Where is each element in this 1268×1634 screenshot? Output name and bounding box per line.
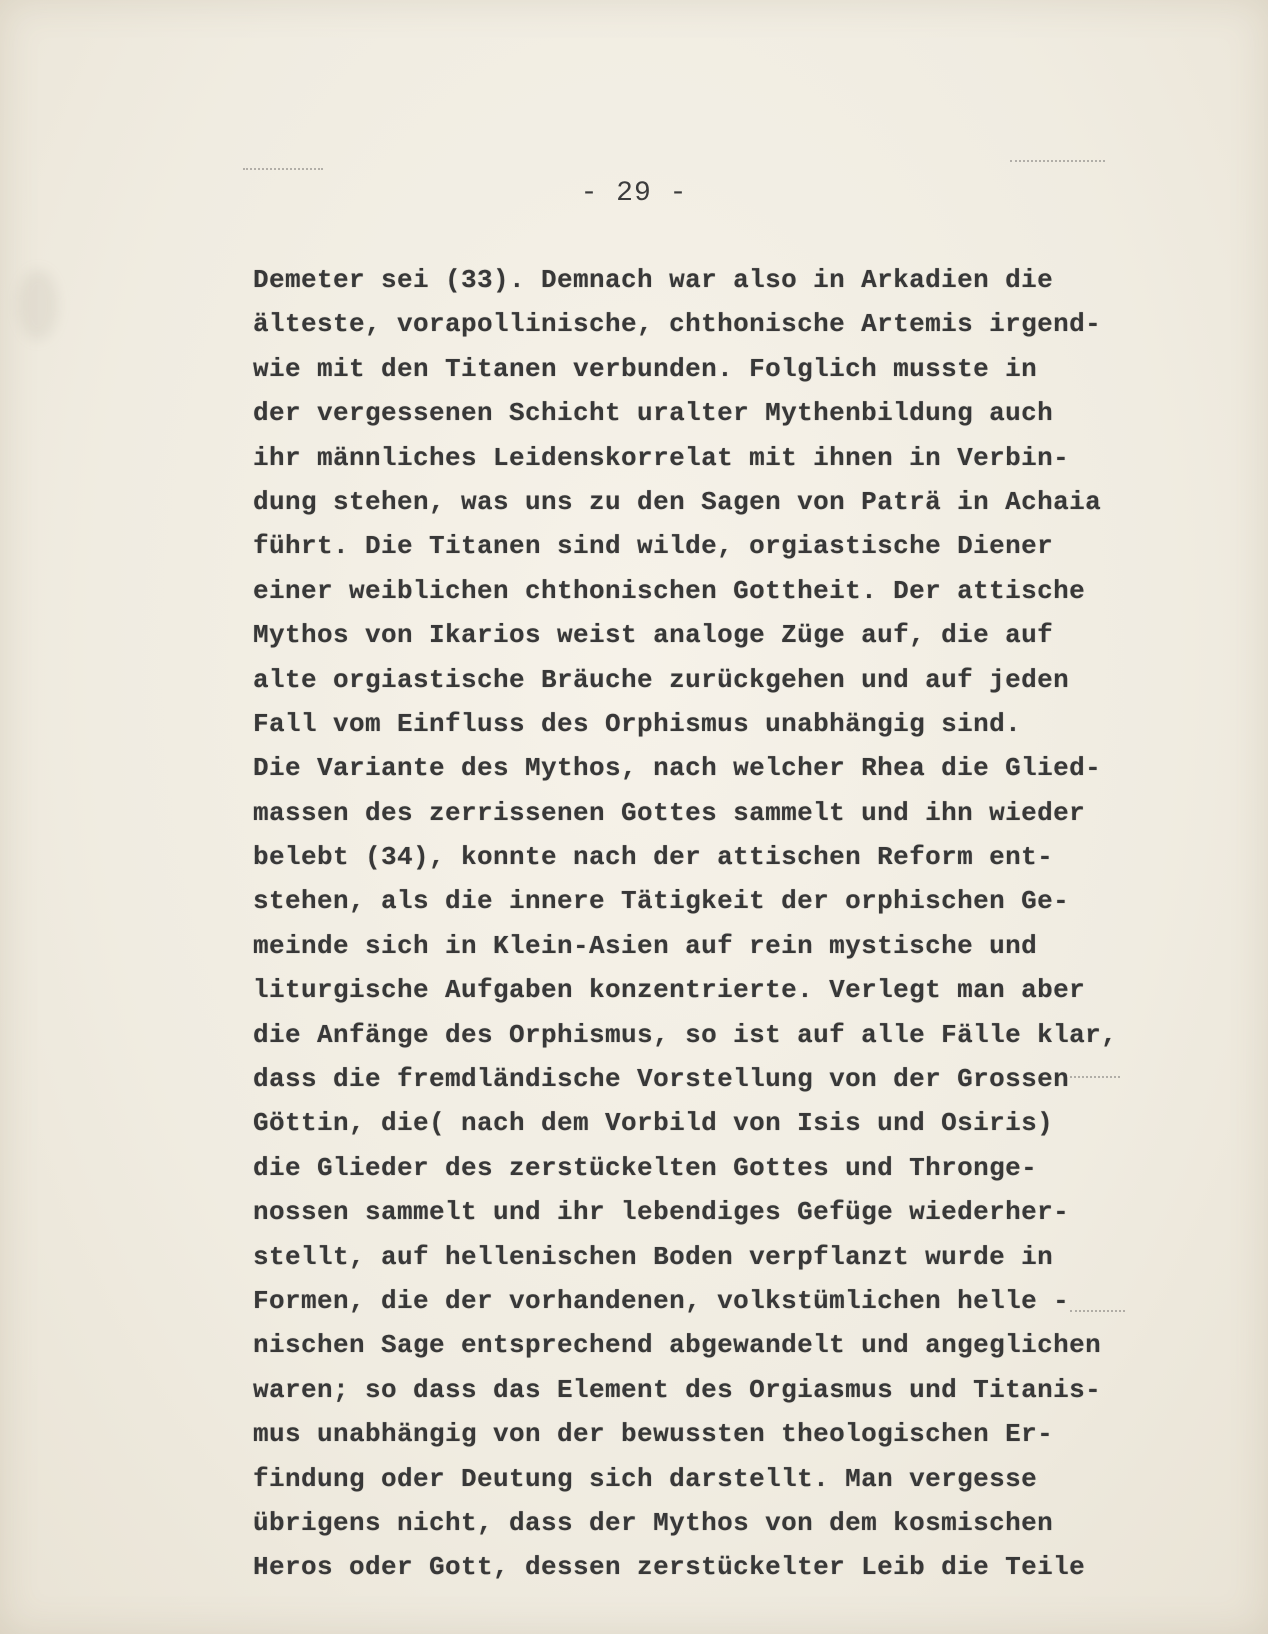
text-line: Mythos von Ikarios weist analoge Züge auf, die auf	[253, 620, 1054, 651]
text-line: stellt, auf hellenischen Boden verpflanzt wurde in	[253, 1241, 1054, 1272]
text-line: Heros oder Gott, dessen zerstückelter Leib die Teile	[253, 1552, 1086, 1583]
text-line: dass die fremdländische Vorstellung von der Grossen	[253, 1064, 1070, 1095]
text-line: massen des zerrissenen Gottes sammelt und ihn wieder	[253, 797, 1086, 828]
text-line: meinde sich in Klein-Asien auf rein mystische und	[253, 930, 1038, 961]
text-line: nossen sammelt und ihr lebendiges Gefüge wiederher-	[253, 1197, 1070, 1228]
text-line: Göttin, die( nach dem Vorbild von Isis und Osiris)	[253, 1108, 1054, 1139]
text-line: Die Variante des Mythos, nach welcher Rhea die Glied-	[253, 753, 1102, 784]
text-line: Fall vom Einfluss des Orphismus unabhängig sind.	[253, 708, 1022, 739]
paper-stain	[18, 270, 58, 340]
text-line: älteste, vorapollinische, chthonische Artemis irgend-	[253, 309, 1102, 340]
margin-mark-left	[243, 168, 323, 170]
body-text	[253, 258, 1118, 1590]
text-line: einer weiblichen chthonischen Gottheit. Der attische	[253, 575, 1086, 606]
text-line: liturgische Aufgaben konzentrierte. Verlegt man aber	[253, 975, 1086, 1006]
text-line: stehen, als die innere Tätigkeit der orphischen Ge-	[253, 886, 1070, 917]
page-number: - 29 -	[580, 178, 688, 209]
margin-mark-right	[1010, 160, 1105, 162]
text-line: übrigens nicht, dass der Mythos von dem kosmischen	[253, 1507, 1054, 1538]
text-line: Formen, die der vorhandenen, volkstümlichen helle -	[253, 1285, 1070, 1316]
text-line: der vergessenen Schicht uralter Mythenbildung auch	[253, 398, 1054, 429]
text-line: findung oder Deutung sich darstellt. Man vergesse	[253, 1463, 1038, 1494]
text-line: belebt (34), konnte nach der attischen Reform ent-	[253, 842, 1054, 873]
text-line: führt. Die Titanen sind wilde, orgiastische Diener	[253, 531, 1054, 562]
text-line: nischen Sage entsprechend abgewandelt und angeglichen	[253, 1330, 1102, 1361]
text-line: die Glieder des zerstückelten Gottes und Thronge-	[253, 1152, 1038, 1183]
text-line: mus unabhängig von der bewussten theologischen Er-	[253, 1419, 1054, 1450]
text-line: Demeter sei (33). Demnach war also in Arkadien die	[253, 265, 1054, 295]
text-line: dung stehen, was uns zu den Sagen von Paträ in Achaia	[253, 486, 1102, 517]
text-line: ihr männliches Leidenskorrelat mit ihnen in Verbin-	[253, 442, 1070, 473]
text-line: die Anfänge des Orphismus, so ist auf alle Fälle klar,	[253, 1019, 1118, 1050]
text-line: alte orgiastische Bräuche zurückgehen und auf jeden	[253, 664, 1070, 695]
text-line: wie mit den Titanen verbunden. Folglich musste in	[253, 353, 1038, 384]
text-line: waren; so dass das Element des Orgiasmus und Titanis-	[253, 1374, 1102, 1405]
